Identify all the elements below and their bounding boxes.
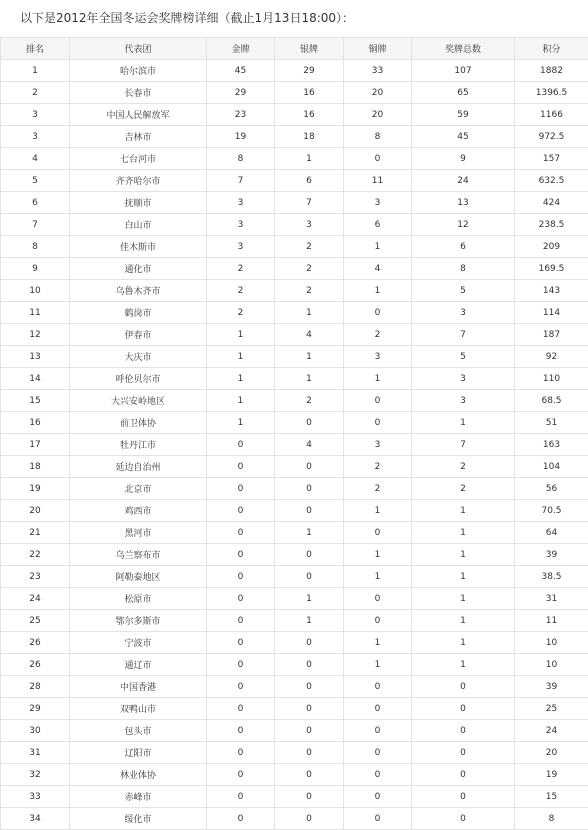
cell-silver: 18: [275, 126, 344, 148]
cell-bronze: 0: [344, 764, 412, 786]
cell-total: 1: [412, 632, 515, 654]
cell-silver: 0: [275, 654, 344, 676]
cell-silver: 7: [275, 192, 344, 214]
table-row: [1, 478, 588, 500]
cell-rank: 18: [1, 456, 70, 478]
cell-gold: 0: [207, 544, 275, 566]
table-row: [1, 258, 588, 280]
cell-total: 6: [412, 236, 515, 258]
cell-delegation: 大庆市: [70, 346, 207, 368]
cell-silver: 1: [275, 302, 344, 324]
cell-total: 1: [412, 544, 515, 566]
cell-delegation: 鸡西市: [70, 500, 207, 522]
cell-bronze: 6: [344, 214, 412, 236]
cell-points: 110: [515, 368, 588, 390]
cell-gold: 0: [207, 786, 275, 808]
table-row: [1, 786, 588, 808]
cell-silver: 16: [275, 104, 344, 126]
table-body: [1, 60, 588, 830]
cell-total: 7: [412, 324, 515, 346]
table-row: [1, 566, 588, 588]
cell-total: 0: [412, 720, 515, 742]
cell-rank: 6: [1, 192, 70, 214]
cell-total: 24: [412, 170, 515, 192]
medal-table-container: [0, 37, 588, 830]
cell-rank: 19: [1, 478, 70, 500]
cell-rank: 28: [1, 676, 70, 698]
cell-silver: 0: [275, 764, 344, 786]
cell-points: 31: [515, 588, 588, 610]
cell-bronze: 2: [344, 478, 412, 500]
table-row: [1, 742, 588, 764]
cell-delegation: 哈尔滨市: [70, 60, 207, 82]
cell-rank: 3: [1, 126, 70, 148]
header-bronze: 铜牌: [344, 38, 412, 60]
cell-delegation: 中国香港: [70, 676, 207, 698]
table-row: [1, 698, 588, 720]
cell-gold: 2: [207, 258, 275, 280]
cell-bronze: 0: [344, 390, 412, 412]
cell-delegation: 北京市: [70, 478, 207, 500]
table-row: [1, 214, 588, 236]
cell-bronze: 0: [344, 588, 412, 610]
cell-silver: 1: [275, 346, 344, 368]
cell-gold: 1: [207, 390, 275, 412]
cell-total: 1: [412, 566, 515, 588]
cell-points: 68.5: [515, 390, 588, 412]
cell-delegation: 双鸭山市: [70, 698, 207, 720]
table-row: [1, 104, 588, 126]
cell-points: 1396.5: [515, 82, 588, 104]
cell-rank: 26: [1, 632, 70, 654]
cell-delegation: 牡丹江市: [70, 434, 207, 456]
cell-silver: 0: [275, 742, 344, 764]
cell-gold: 45: [207, 60, 275, 82]
table-row: [1, 654, 588, 676]
cell-total: 8: [412, 258, 515, 280]
cell-silver: 0: [275, 456, 344, 478]
cell-gold: 1: [207, 412, 275, 434]
cell-bronze: 3: [344, 346, 412, 368]
cell-silver: 2: [275, 280, 344, 302]
header-rank: 排名: [1, 38, 70, 60]
table-row: [1, 280, 588, 302]
cell-gold: 2: [207, 302, 275, 324]
cell-points: 25: [515, 698, 588, 720]
cell-gold: 19: [207, 126, 275, 148]
cell-points: 11: [515, 610, 588, 632]
cell-silver: 16: [275, 82, 344, 104]
cell-points: 20: [515, 742, 588, 764]
cell-bronze: 0: [344, 808, 412, 830]
cell-bronze: 0: [344, 302, 412, 324]
cell-silver: 0: [275, 412, 344, 434]
cell-points: 1882: [515, 60, 588, 82]
cell-total: 107: [412, 60, 515, 82]
cell-rank: 31: [1, 742, 70, 764]
table-row: [1, 324, 588, 346]
cell-rank: 25: [1, 610, 70, 632]
cell-points: 1166: [515, 104, 588, 126]
cell-bronze: 4: [344, 258, 412, 280]
cell-total: 1: [412, 500, 515, 522]
cell-points: 8: [515, 808, 588, 830]
cell-gold: 1: [207, 346, 275, 368]
cell-total: 9: [412, 148, 515, 170]
cell-delegation: 抚顺市: [70, 192, 207, 214]
cell-total: 3: [412, 302, 515, 324]
cell-rank: 16: [1, 412, 70, 434]
cell-bronze: 1: [344, 368, 412, 390]
cell-silver: 1: [275, 368, 344, 390]
cell-total: 2: [412, 478, 515, 500]
cell-delegation: 通辽市: [70, 654, 207, 676]
cell-total: 1: [412, 412, 515, 434]
cell-rank: 12: [1, 324, 70, 346]
table-row: [1, 676, 588, 698]
table-row: [1, 632, 588, 654]
cell-silver: 1: [275, 148, 344, 170]
header-delegation: 代表团: [70, 38, 207, 60]
cell-silver: 3: [275, 214, 344, 236]
cell-delegation: 通化市: [70, 258, 207, 280]
cell-bronze: 0: [344, 412, 412, 434]
cell-total: 1: [412, 610, 515, 632]
cell-gold: 1: [207, 368, 275, 390]
cell-bronze: 1: [344, 280, 412, 302]
cell-silver: 6: [275, 170, 344, 192]
cell-bronze: 0: [344, 148, 412, 170]
cell-gold: 0: [207, 478, 275, 500]
cell-delegation: 鹤岗市: [70, 302, 207, 324]
table-row: [1, 368, 588, 390]
cell-points: 163: [515, 434, 588, 456]
cell-bronze: 3: [344, 192, 412, 214]
cell-delegation: 大兴安岭地区: [70, 390, 207, 412]
cell-silver: 2: [275, 236, 344, 258]
table-row: [1, 170, 588, 192]
cell-delegation: 乌兰察布市: [70, 544, 207, 566]
cell-rank: 34: [1, 808, 70, 830]
cell-gold: 3: [207, 236, 275, 258]
table-row: [1, 500, 588, 522]
cell-silver: 0: [275, 676, 344, 698]
table-row: [1, 60, 588, 82]
cell-total: 1: [412, 654, 515, 676]
cell-silver: 0: [275, 544, 344, 566]
cell-silver: 0: [275, 698, 344, 720]
cell-gold: 0: [207, 676, 275, 698]
cell-gold: 0: [207, 720, 275, 742]
cell-points: 64: [515, 522, 588, 544]
cell-bronze: 0: [344, 676, 412, 698]
table-row: [1, 522, 588, 544]
cell-total: 1: [412, 522, 515, 544]
cell-delegation: 阿勒泰地区: [70, 566, 207, 588]
cell-gold: 0: [207, 434, 275, 456]
cell-gold: 0: [207, 610, 275, 632]
cell-gold: 0: [207, 588, 275, 610]
cell-silver: 4: [275, 434, 344, 456]
cell-gold: 1: [207, 324, 275, 346]
cell-silver: 0: [275, 500, 344, 522]
cell-total: 65: [412, 82, 515, 104]
cell-total: 13: [412, 192, 515, 214]
table-row: [1, 82, 588, 104]
cell-rank: 23: [1, 566, 70, 588]
cell-total: 0: [412, 786, 515, 808]
cell-points: 39: [515, 676, 588, 698]
cell-silver: 4: [275, 324, 344, 346]
table-row: [1, 720, 588, 742]
cell-delegation: 延边自治州: [70, 456, 207, 478]
cell-rank: 9: [1, 258, 70, 280]
cell-gold: 0: [207, 742, 275, 764]
table-row: [1, 764, 588, 786]
cell-bronze: 1: [344, 566, 412, 588]
cell-rank: 17: [1, 434, 70, 456]
table-row: [1, 236, 588, 258]
cell-points: 424: [515, 192, 588, 214]
cell-delegation: 吉林市: [70, 126, 207, 148]
cell-gold: 0: [207, 654, 275, 676]
cell-total: 5: [412, 280, 515, 302]
cell-total: 7: [412, 434, 515, 456]
cell-total: 3: [412, 368, 515, 390]
cell-rank: 21: [1, 522, 70, 544]
cell-silver: 0: [275, 478, 344, 500]
header-silver: 银牌: [275, 38, 344, 60]
cell-silver: 0: [275, 808, 344, 830]
cell-total: 0: [412, 676, 515, 698]
cell-points: 169.5: [515, 258, 588, 280]
cell-rank: 14: [1, 368, 70, 390]
cell-gold: 0: [207, 632, 275, 654]
table-header-row: [1, 38, 588, 60]
cell-rank: 7: [1, 214, 70, 236]
cell-gold: 23: [207, 104, 275, 126]
cell-rank: 2: [1, 82, 70, 104]
cell-delegation: 呼伦贝尔市: [70, 368, 207, 390]
table-row: [1, 610, 588, 632]
cell-bronze: 0: [344, 610, 412, 632]
table-row: [1, 808, 588, 830]
cell-total: 0: [412, 808, 515, 830]
cell-points: 143: [515, 280, 588, 302]
cell-silver: 0: [275, 632, 344, 654]
cell-bronze: 8: [344, 126, 412, 148]
cell-points: 238.5: [515, 214, 588, 236]
cell-delegation: 齐齐哈尔市: [70, 170, 207, 192]
cell-points: 38.5: [515, 566, 588, 588]
table-row: [1, 346, 588, 368]
table-row: [1, 148, 588, 170]
cell-delegation: 绥化市: [70, 808, 207, 830]
table-row: [1, 126, 588, 148]
cell-rank: 4: [1, 148, 70, 170]
cell-points: 19: [515, 764, 588, 786]
cell-points: 70.5: [515, 500, 588, 522]
table-row: [1, 434, 588, 456]
cell-gold: 3: [207, 214, 275, 236]
cell-points: 157: [515, 148, 588, 170]
header-gold: 金牌: [207, 38, 275, 60]
cell-delegation: 赤峰市: [70, 786, 207, 808]
cell-rank: 3: [1, 104, 70, 126]
cell-points: 104: [515, 456, 588, 478]
cell-delegation: 林业体协: [70, 764, 207, 786]
cell-bronze: 2: [344, 456, 412, 478]
cell-delegation: 伊春市: [70, 324, 207, 346]
cell-points: 51: [515, 412, 588, 434]
cell-delegation: 鄂尔多斯市: [70, 610, 207, 632]
cell-points: 56: [515, 478, 588, 500]
cell-silver: 29: [275, 60, 344, 82]
cell-bronze: 0: [344, 522, 412, 544]
cell-points: 632.5: [515, 170, 588, 192]
cell-bronze: 1: [344, 654, 412, 676]
cell-rank: 11: [1, 302, 70, 324]
cell-silver: 0: [275, 786, 344, 808]
cell-delegation: 长春市: [70, 82, 207, 104]
cell-silver: 1: [275, 588, 344, 610]
cell-silver: 0: [275, 566, 344, 588]
cell-delegation: 中国人民解放军: [70, 104, 207, 126]
cell-delegation: 宁波市: [70, 632, 207, 654]
cell-total: 3: [412, 390, 515, 412]
cell-gold: 0: [207, 764, 275, 786]
cell-gold: 3: [207, 192, 275, 214]
cell-delegation: 辽阳市: [70, 742, 207, 764]
cell-points: 24: [515, 720, 588, 742]
cell-rank: 15: [1, 390, 70, 412]
cell-bronze: 0: [344, 742, 412, 764]
cell-bronze: 0: [344, 698, 412, 720]
cell-delegation: 佳木斯市: [70, 236, 207, 258]
cell-total: 5: [412, 346, 515, 368]
cell-total: 1: [412, 588, 515, 610]
cell-points: 114: [515, 302, 588, 324]
cell-bronze: 1: [344, 632, 412, 654]
cell-delegation: 黑河市: [70, 522, 207, 544]
cell-points: 15: [515, 786, 588, 808]
cell-rank: 29: [1, 698, 70, 720]
header-total: 奖牌总数: [412, 38, 515, 60]
cell-total: 0: [412, 764, 515, 786]
cell-total: 0: [412, 698, 515, 720]
cell-delegation: 包头市: [70, 720, 207, 742]
cell-gold: 0: [207, 808, 275, 830]
cell-gold: 0: [207, 456, 275, 478]
cell-gold: 7: [207, 170, 275, 192]
cell-rank: 22: [1, 544, 70, 566]
table-row: [1, 456, 588, 478]
cell-silver: 1: [275, 522, 344, 544]
header-points: 积分: [515, 38, 588, 60]
cell-delegation: 白山市: [70, 214, 207, 236]
cell-rank: 26: [1, 654, 70, 676]
cell-bronze: 11: [344, 170, 412, 192]
cell-total: 0: [412, 742, 515, 764]
table-row: [1, 544, 588, 566]
cell-points: 39: [515, 544, 588, 566]
cell-bronze: 1: [344, 236, 412, 258]
table-row: [1, 302, 588, 324]
cell-gold: 0: [207, 566, 275, 588]
cell-bronze: 20: [344, 82, 412, 104]
cell-gold: 8: [207, 148, 275, 170]
cell-bronze: 0: [344, 786, 412, 808]
cell-rank: 13: [1, 346, 70, 368]
cell-total: 12: [412, 214, 515, 236]
cell-bronze: 3: [344, 434, 412, 456]
cell-delegation: 前卫体协: [70, 412, 207, 434]
cell-bronze: 1: [344, 544, 412, 566]
cell-delegation: 乌鲁木齐市: [70, 280, 207, 302]
medal-table: [0, 37, 588, 830]
cell-rank: 5: [1, 170, 70, 192]
cell-points: 92: [515, 346, 588, 368]
cell-rank: 20: [1, 500, 70, 522]
cell-delegation: 七台河市: [70, 148, 207, 170]
cell-bronze: 20: [344, 104, 412, 126]
table-row: [1, 390, 588, 412]
cell-bronze: 33: [344, 60, 412, 82]
cell-points: 10: [515, 654, 588, 676]
cell-gold: 0: [207, 522, 275, 544]
cell-rank: 1: [1, 60, 70, 82]
cell-points: 10: [515, 632, 588, 654]
cell-rank: 32: [1, 764, 70, 786]
cell-rank: 8: [1, 236, 70, 258]
cell-delegation: 松原市: [70, 588, 207, 610]
cell-bronze: 1: [344, 500, 412, 522]
cell-gold: 0: [207, 500, 275, 522]
cell-rank: 10: [1, 280, 70, 302]
cell-rank: 33: [1, 786, 70, 808]
cell-points: 209: [515, 236, 588, 258]
table-row: [1, 588, 588, 610]
cell-silver: 2: [275, 258, 344, 280]
cell-points: 972.5: [515, 126, 588, 148]
cell-bronze: 2: [344, 324, 412, 346]
cell-total: 59: [412, 104, 515, 126]
cell-silver: 1: [275, 610, 344, 632]
cell-rank: 30: [1, 720, 70, 742]
cell-total: 2: [412, 456, 515, 478]
cell-bronze: 0: [344, 720, 412, 742]
cell-rank: 24: [1, 588, 70, 610]
cell-silver: 0: [275, 720, 344, 742]
table-row: [1, 412, 588, 434]
table-row: [1, 192, 588, 214]
cell-gold: 0: [207, 698, 275, 720]
cell-points: 187: [515, 324, 588, 346]
cell-gold: 29: [207, 82, 275, 104]
cell-gold: 2: [207, 280, 275, 302]
cell-total: 45: [412, 126, 515, 148]
cell-silver: 2: [275, 390, 344, 412]
intro-text: 以下是2012年全国冬运会奖牌榜详细（截止1月13日18:00）：: [20, 9, 354, 27]
